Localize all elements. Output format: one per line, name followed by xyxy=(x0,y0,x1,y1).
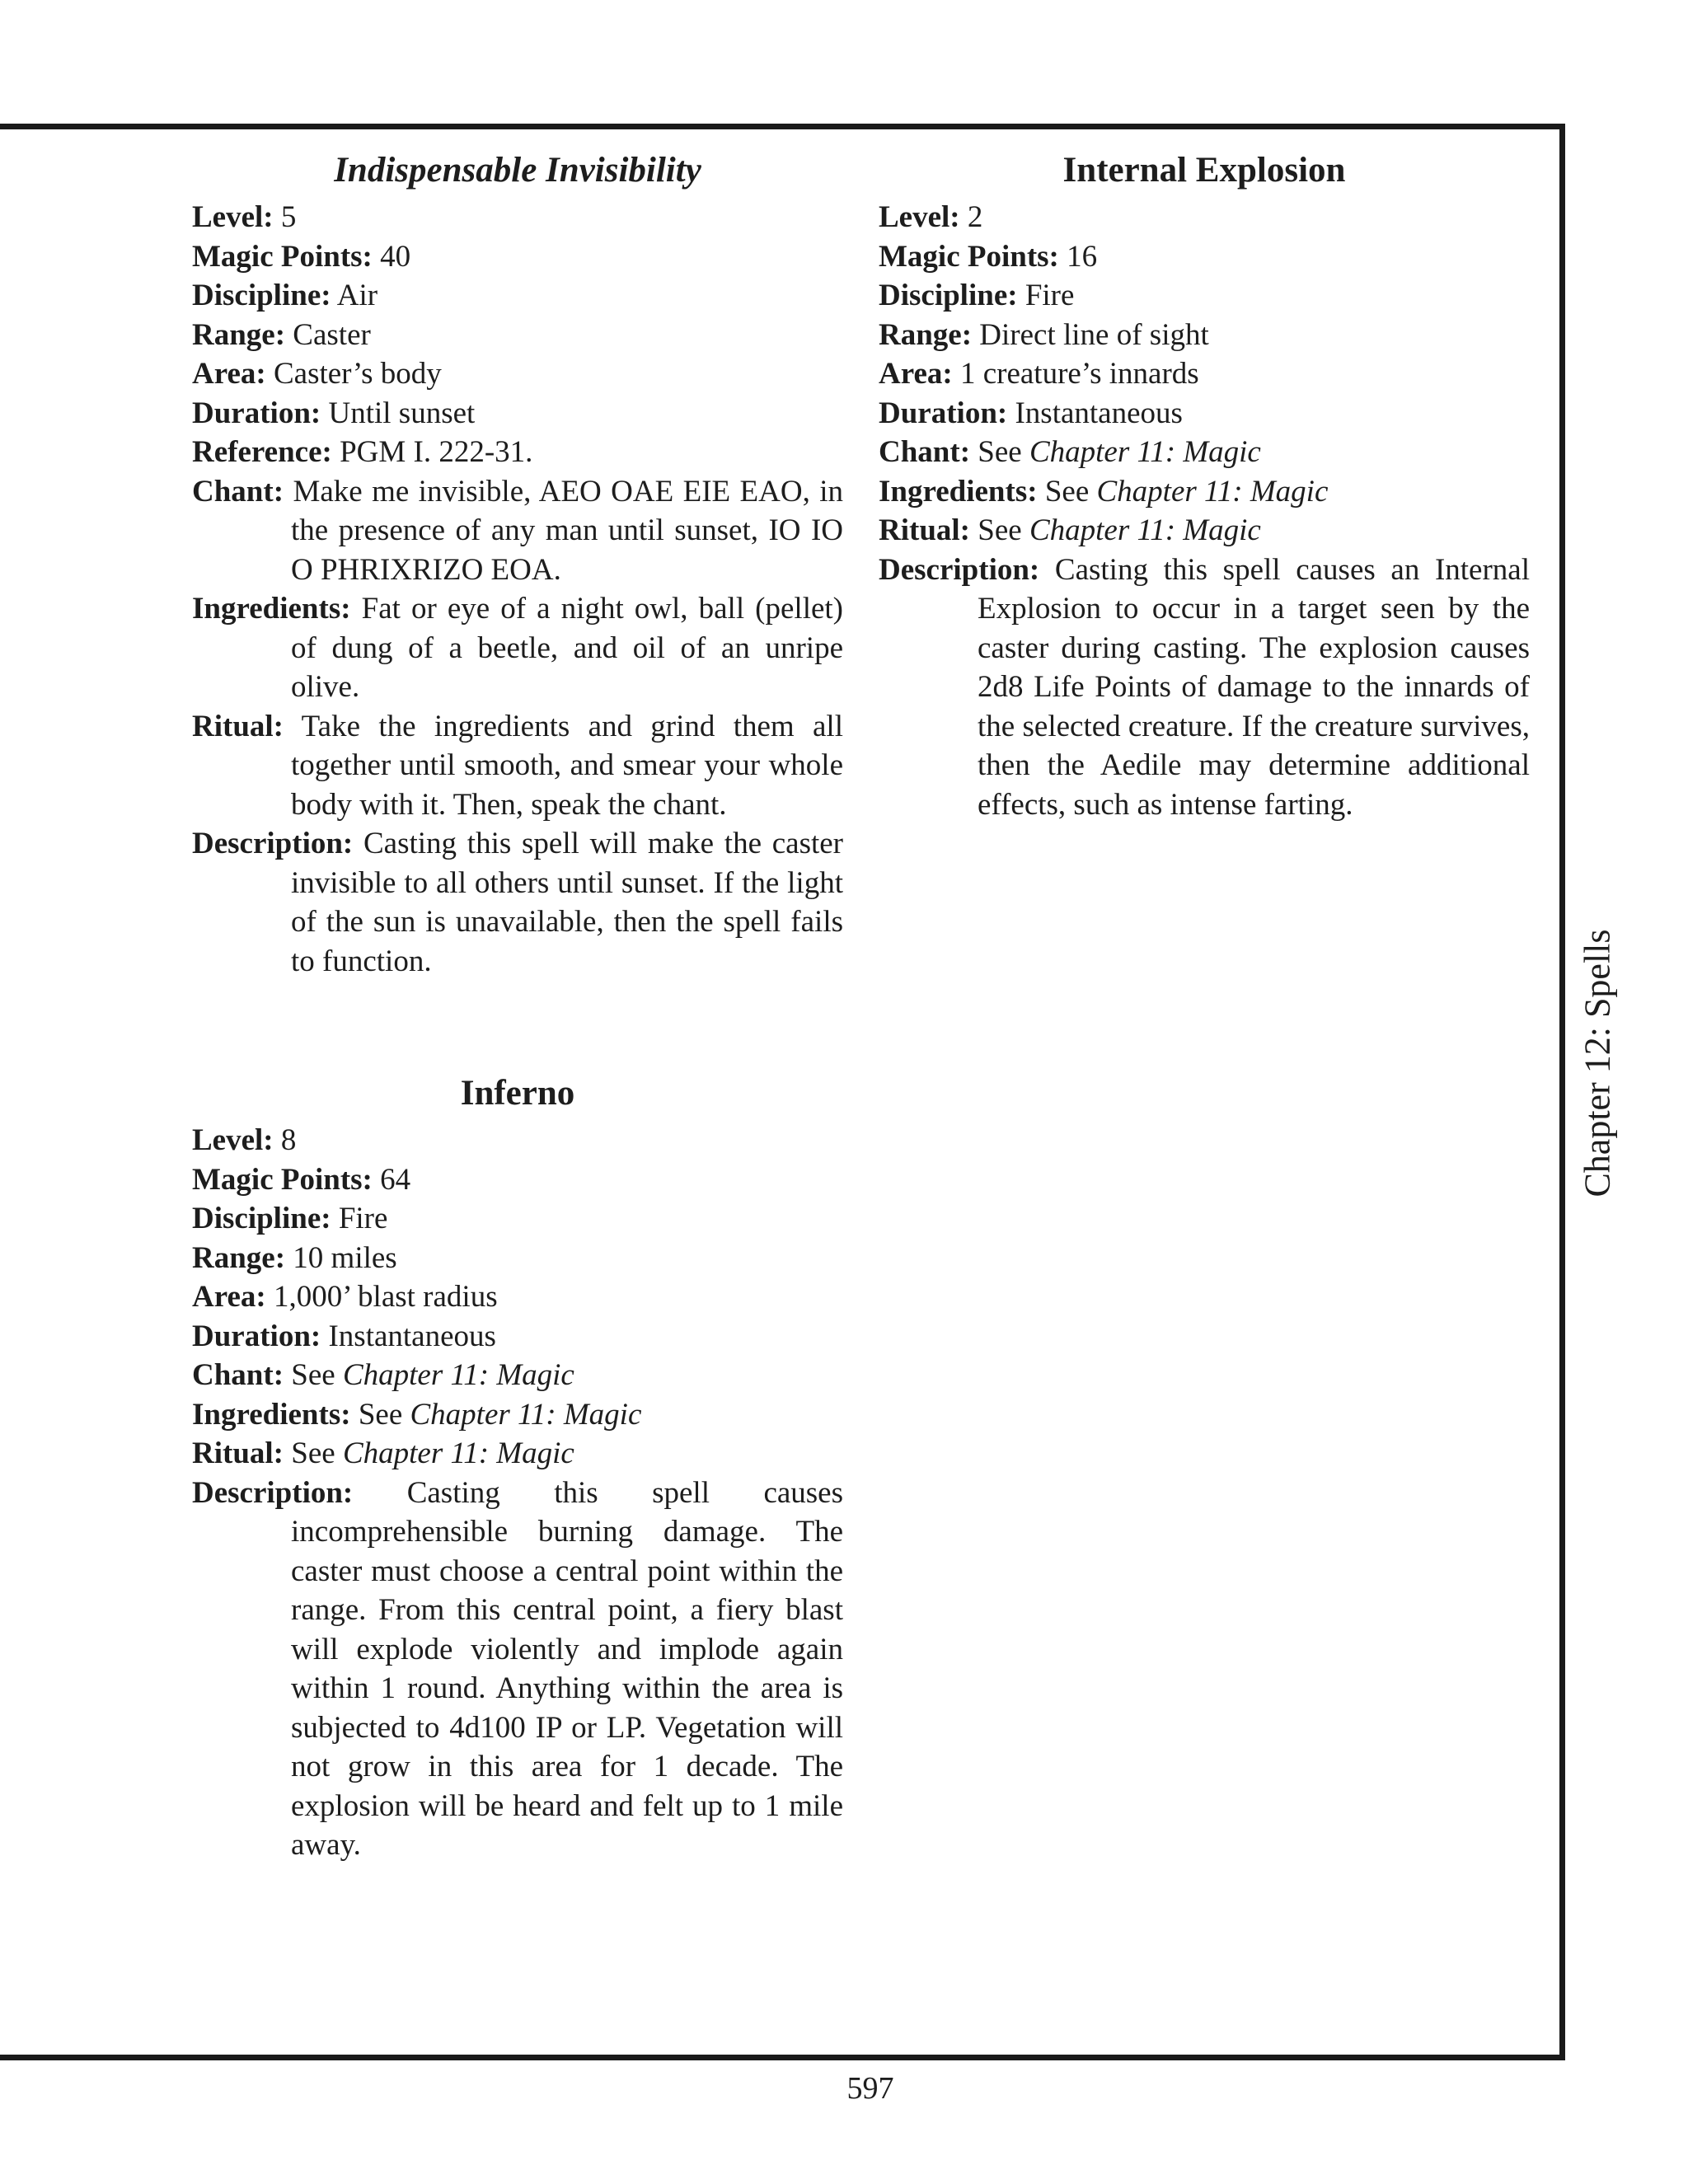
spell-inferno xyxy=(192,1073,843,1865)
field-value: PGM I. 222-31. xyxy=(340,435,533,469)
field-duration xyxy=(192,1317,843,1357)
field-label: Ritual: xyxy=(192,709,284,743)
field-label: Ritual: xyxy=(879,513,970,547)
field-value: 40 xyxy=(380,239,411,274)
field-ingredients xyxy=(879,472,1530,512)
field-value: Casting this spell will make the caster invisible to all others until sunset. If the light of the sun is unavailable, then the spell fails to function. xyxy=(291,827,843,978)
field-value: Until sunset xyxy=(328,396,476,430)
field-value: See xyxy=(291,1436,343,1470)
field-value: Instantaneous xyxy=(328,1319,496,1353)
field-label: Range: xyxy=(192,1240,286,1275)
field-level xyxy=(192,198,843,237)
field-label: Reference: xyxy=(192,435,332,469)
field-ritual xyxy=(879,511,1530,551)
field-value: 16 xyxy=(1067,239,1098,274)
field-label: Area: xyxy=(192,357,266,391)
field-label: Description: xyxy=(879,552,1040,587)
field-value: Casting this spell causes an Internal Explosion to occur in a target seen by the caster during casting. The explosion causes 2d8 Life Points of damage to the innards of the selected creature. If the creature survives, then the Aedile may determine additional effects, such as intense farting. xyxy=(978,552,1531,822)
field-area xyxy=(192,1277,843,1317)
field-label: Duration: xyxy=(192,1319,321,1353)
field-label: Ingredients: xyxy=(192,592,351,626)
field-value: Fire xyxy=(338,1202,388,1235)
field-level xyxy=(192,1121,843,1160)
column-right xyxy=(879,150,1530,824)
field-range xyxy=(192,1239,843,1278)
field-discipline xyxy=(192,1199,843,1239)
field-label: Range: xyxy=(879,317,973,352)
field-label: Area: xyxy=(192,1280,266,1314)
field-duration xyxy=(879,394,1530,434)
field-label: Ingredients: xyxy=(879,474,1038,509)
field-value: 64 xyxy=(380,1162,411,1197)
field-label: Level: xyxy=(192,200,274,234)
field-range xyxy=(879,316,1530,355)
field-label: Discipline: xyxy=(192,279,331,312)
field-magic-points xyxy=(192,237,843,277)
chapter-sidebar-label: Chapter 12: Spells xyxy=(1577,929,1618,1197)
field-magic-points xyxy=(192,1160,843,1200)
field-value-italic: Chapter 11: Magic xyxy=(342,1436,574,1470)
spell-title: Indispensable Invisibility xyxy=(334,151,701,190)
field-value: 1 creature’s innards xyxy=(959,357,1199,391)
field-value: Fire xyxy=(1025,279,1075,312)
field-value-italic: Chapter 11: Magic xyxy=(410,1397,642,1432)
field-value: See xyxy=(978,435,1029,469)
field-label: Ingredients: xyxy=(192,1397,351,1432)
field-value: 5 xyxy=(280,200,297,234)
field-level xyxy=(879,198,1530,237)
field-value: Instantaneous xyxy=(1015,396,1183,430)
field-discipline xyxy=(192,276,843,316)
field-area xyxy=(879,354,1530,394)
field-label: Chant: xyxy=(192,474,284,509)
field-magic-points xyxy=(879,237,1530,277)
field-value: See xyxy=(358,1397,410,1432)
field-label: Level: xyxy=(879,200,960,234)
field-label: Duration: xyxy=(879,396,1008,430)
field-value: Take the ingredients and grind them all together until smooth, and smear your whole body with it. Then, speak the chant. xyxy=(291,709,843,822)
field-label: Level: xyxy=(192,1123,274,1157)
field-label: Ritual: xyxy=(192,1436,284,1470)
field-label: Magic Points: xyxy=(192,1162,373,1197)
field-value: Casting this spell causes incomprehensible burning damage. The caster must choose a central point within the range. From this central point, a fiery blast will explode violently and implode again within 1 round. Anything within the area is subjected to 4d100 IP or LP. Vegetation will not grow in this area for 1 decade. The explosion will be heard and felt up to 1 mile away. xyxy=(291,1475,844,1862)
field-label: Magic Points: xyxy=(192,239,373,274)
field-range xyxy=(192,316,843,355)
spell-title: Internal Explosion xyxy=(1062,151,1346,190)
field-value: See xyxy=(291,1358,343,1392)
field-description xyxy=(192,824,843,981)
field-ingredients xyxy=(192,589,843,707)
field-label: Chant: xyxy=(192,1358,284,1392)
spell-title: Inferno xyxy=(460,1074,575,1113)
field-duration xyxy=(192,394,843,434)
field-ritual xyxy=(192,707,843,825)
field-value-italic: Chapter 11: Magic xyxy=(1029,513,1261,547)
field-area xyxy=(192,354,843,394)
field-description xyxy=(192,1474,843,1865)
field-value-italic: Chapter 11: Magic xyxy=(1096,474,1329,509)
field-value: Make me invisible, AEO OAE EIE EAO, in the presence of any man until sunset, IO IO O PHRIXRIZO EOA. xyxy=(291,474,843,587)
column-left xyxy=(192,150,843,1865)
spell-indispensable-invisibility xyxy=(192,150,843,981)
field-ritual xyxy=(192,1434,843,1474)
field-value: Direct line of sight xyxy=(979,317,1209,352)
field-label: Range: xyxy=(192,317,286,352)
field-value: Air xyxy=(336,279,378,312)
spell-internal-explosion xyxy=(879,150,1530,824)
field-value: See xyxy=(1044,474,1097,509)
field-ingredients xyxy=(192,1395,843,1435)
field-label: Magic Points: xyxy=(879,239,1059,274)
field-label: Duration: xyxy=(192,396,321,430)
field-label: Chant: xyxy=(879,435,971,469)
field-value: Caster xyxy=(293,317,371,352)
field-label: Description: xyxy=(192,1475,354,1510)
field-chant xyxy=(879,433,1530,472)
field-description xyxy=(879,551,1530,825)
field-value: Caster’s body xyxy=(273,357,442,391)
field-chant xyxy=(192,1356,843,1395)
field-label: Discipline: xyxy=(879,279,1018,312)
field-discipline xyxy=(879,276,1530,316)
field-label: Area: xyxy=(879,357,953,391)
field-value: See xyxy=(978,513,1029,547)
field-value-italic: Chapter 11: Magic xyxy=(342,1358,574,1392)
field-value: 10 miles xyxy=(293,1240,397,1275)
page-number: 597 xyxy=(846,2071,894,2106)
field-reference xyxy=(192,433,843,472)
field-label: Description: xyxy=(192,827,354,860)
field-label: Discipline: xyxy=(192,1202,331,1235)
field-chant xyxy=(192,472,843,590)
field-value-italic: Chapter 11: Magic xyxy=(1029,435,1261,469)
field-value: Fat or eye of a night owl, ball (pellet) of dung of a beetle, and oil of an unripe olive. xyxy=(291,592,844,704)
field-value: 2 xyxy=(967,200,983,234)
field-value: 8 xyxy=(280,1123,297,1157)
field-value: 1,000’ blast radius xyxy=(273,1280,498,1314)
